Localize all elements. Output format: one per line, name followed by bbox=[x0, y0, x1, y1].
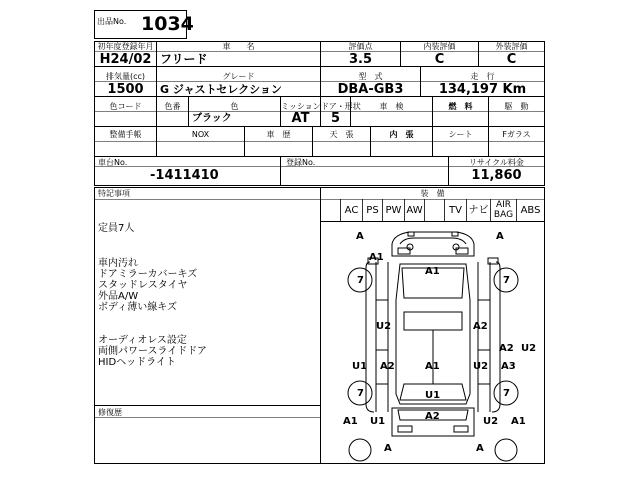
lot-number: 1034 bbox=[141, 13, 194, 35]
damage-mark: U1 bbox=[370, 416, 386, 427]
damage-mark: A2 bbox=[499, 343, 514, 354]
equip-aw: AW bbox=[406, 205, 423, 216]
damage-mark: U2 bbox=[473, 361, 489, 372]
damage-mark: A bbox=[356, 231, 364, 242]
damage-mark: A2 bbox=[380, 361, 395, 372]
displacement: 1500 bbox=[107, 82, 144, 97]
mileage: 134,197 Km bbox=[438, 82, 527, 97]
damage-mark: 7 bbox=[503, 388, 510, 399]
note-line: 定員7人 bbox=[98, 223, 135, 234]
equip-pw: PW bbox=[385, 205, 402, 216]
damage-mark: U1 bbox=[425, 390, 441, 401]
recycle-fee-label: リサイクル料金 bbox=[469, 158, 524, 167]
interior-grade: C bbox=[434, 52, 445, 67]
note-line: オーディオレス設定 bbox=[98, 335, 187, 346]
note-line: HIDヘッドライト bbox=[98, 357, 176, 368]
damage-mark: A1 bbox=[511, 416, 526, 427]
first-registration: H24/02 bbox=[99, 52, 152, 67]
note-line: スタッドレスタイヤ bbox=[98, 280, 188, 291]
damage-mark: A2 bbox=[473, 321, 488, 332]
damage-mark: A1 bbox=[369, 252, 384, 263]
interior-lining-label: 内 張 bbox=[389, 130, 414, 139]
damage-mark: A1 bbox=[425, 361, 440, 372]
damage-mark: A1 bbox=[425, 266, 440, 277]
lot-number-label: 出品No. bbox=[97, 17, 127, 26]
damage-mark: 7 bbox=[357, 388, 364, 399]
score-label: 評価点 bbox=[348, 42, 373, 51]
damage-mark: U2 bbox=[483, 416, 499, 427]
maintenance-book-label: 整備手帳 bbox=[109, 130, 142, 139]
note-line: ボディ薄い線キズ bbox=[98, 302, 177, 313]
exterior-grade: C bbox=[506, 52, 517, 67]
nox-label: NOX bbox=[191, 130, 210, 139]
note-line: 外品A/W bbox=[98, 291, 139, 302]
model: DBA-GB3 bbox=[337, 82, 404, 97]
fuel-label: 燃 料 bbox=[448, 102, 473, 111]
model-label: 型 式 bbox=[358, 72, 383, 81]
roof-lining-label: 天 張 bbox=[329, 130, 354, 139]
front-glass-label: Fガラス bbox=[502, 130, 531, 139]
equip-navi: ナビ bbox=[468, 205, 489, 216]
color-number-label: 色番 bbox=[164, 102, 181, 111]
color-code-label: 色コード bbox=[109, 102, 142, 111]
equip-abs: ABS bbox=[520, 205, 541, 216]
note-line: ドアミラーカバーキズ bbox=[98, 269, 198, 280]
mission: AT bbox=[291, 111, 310, 126]
damage-mark: 7 bbox=[357, 275, 364, 286]
mission-label: ミッション bbox=[281, 102, 321, 111]
registration-number-label: 登録No. bbox=[286, 158, 316, 167]
drive-label: 駆 動 bbox=[504, 102, 529, 111]
damage-mark: U2 bbox=[376, 321, 392, 332]
chassis-number: -1411410 bbox=[150, 168, 219, 183]
note-line: 車内汚れ bbox=[98, 258, 138, 269]
car-name: フリード bbox=[160, 52, 208, 66]
damage-mark: A2 bbox=[425, 411, 440, 422]
recycle-fee: 11,860 bbox=[471, 168, 522, 183]
equip-tv: TV bbox=[449, 205, 462, 216]
seat-label: シート bbox=[448, 130, 473, 139]
score: 3.5 bbox=[348, 52, 373, 67]
car-name-label: 車 名 bbox=[222, 42, 255, 51]
damage-mark: A bbox=[384, 443, 392, 454]
displacement-label: 排気量(cc) bbox=[105, 72, 146, 81]
chassis-label: 車台No. bbox=[98, 158, 128, 167]
damage-mark: 7 bbox=[503, 275, 510, 286]
grade-label: グレード bbox=[222, 72, 255, 81]
special-notes-label: 特記事項 bbox=[98, 189, 130, 198]
repair-history-label: 修復歴 bbox=[98, 408, 122, 417]
note-line: 両側パワースライドドア bbox=[98, 346, 207, 357]
damage-mark: A3 bbox=[501, 361, 516, 372]
damage-mark: A1 bbox=[343, 416, 358, 427]
equip-ps: PS bbox=[366, 205, 379, 216]
equip-airbag: AIR BAG bbox=[493, 200, 514, 220]
inspection-label: 車 検 bbox=[379, 102, 404, 111]
damage-mark: U2 bbox=[521, 343, 537, 354]
history-label: 車 歴 bbox=[266, 130, 291, 139]
mileage-label: 走 行 bbox=[470, 72, 495, 81]
interior-grade-label: 内装評価 bbox=[423, 42, 456, 51]
color-label: 色 bbox=[230, 102, 239, 111]
damage-mark: U1 bbox=[352, 361, 368, 372]
damage-mark: A bbox=[496, 231, 504, 242]
first-registration-label: 初年度登録年月 bbox=[97, 42, 154, 51]
door-label: ドア・形状 bbox=[321, 102, 361, 111]
color: ブラック bbox=[192, 113, 232, 124]
door: 5 bbox=[330, 111, 341, 126]
grade: G ジャストセレクション bbox=[160, 83, 282, 96]
equipment-label: 装 備 bbox=[420, 189, 445, 198]
damage-mark: A bbox=[476, 443, 484, 454]
exterior-grade-label: 外装評価 bbox=[495, 42, 528, 51]
equip-ac: AC bbox=[344, 205, 359, 216]
